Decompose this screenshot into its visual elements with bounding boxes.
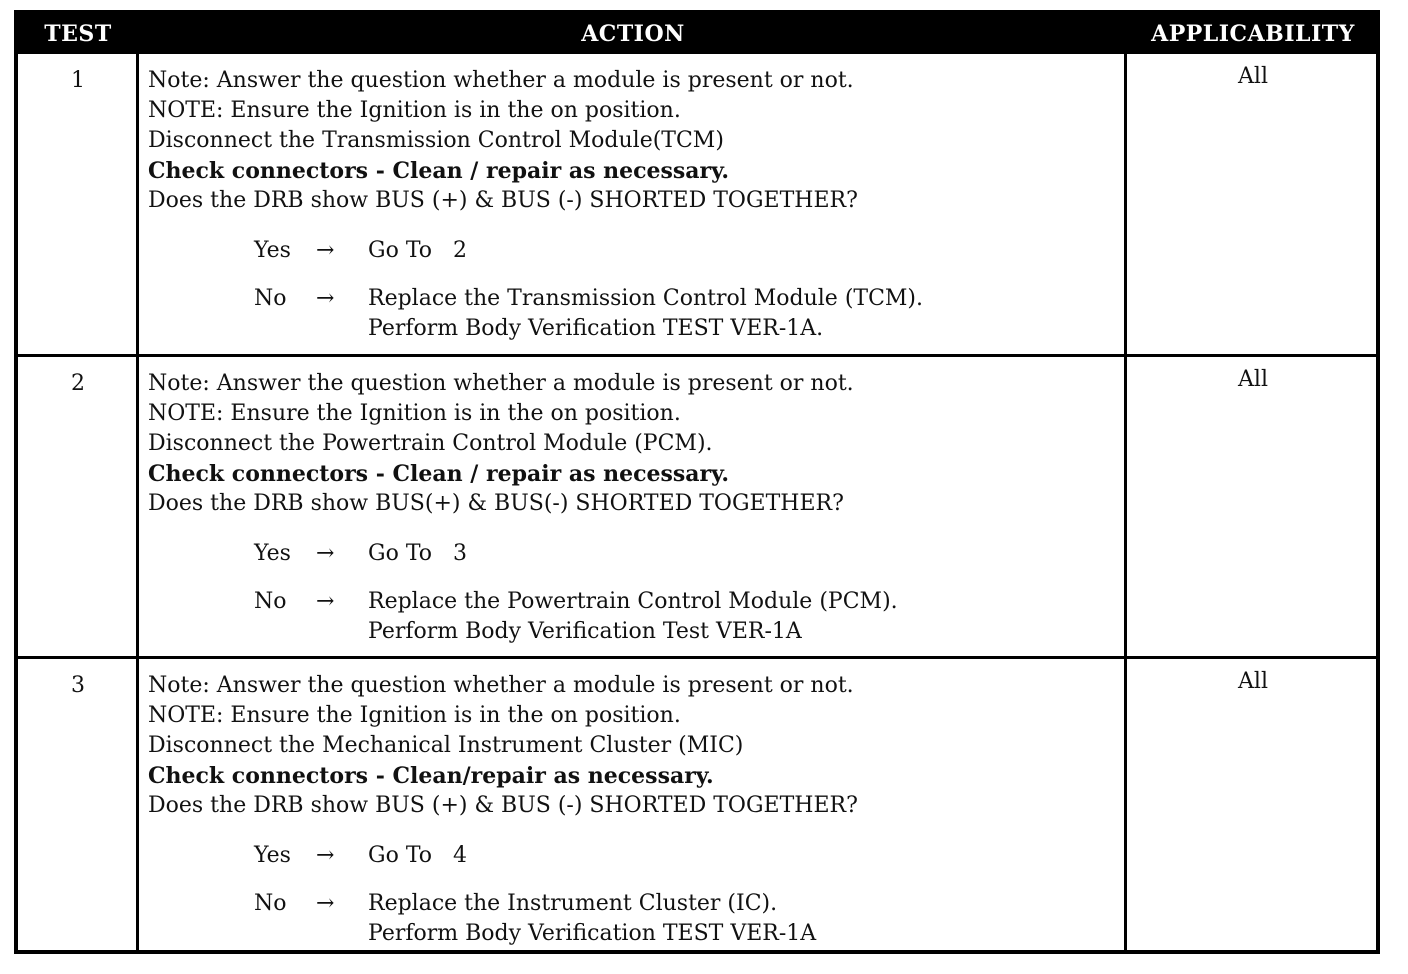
no-result <box>368 284 923 344</box>
no-result <box>368 889 816 949</box>
applicability-cell: All <box>1238 669 1268 694</box>
no-result-line: Replace the Transmission Control Module (TCM). <box>368 286 924 311</box>
right-arrow-icon: → <box>316 541 335 566</box>
table-header <box>18 14 1376 54</box>
action-line: Does the DRB show BUS (+) & BUS (-) SHORTED TOGETHER? <box>148 188 858 213</box>
action-cell <box>148 66 1108 344</box>
no-result-line: Perform Body Verification Test VER-1A <box>368 619 802 644</box>
yes-label: Yes <box>254 843 291 868</box>
yes-result: Go To 4 <box>368 843 467 868</box>
right-arrow-icon: → <box>316 843 335 868</box>
no-branch <box>254 587 1108 647</box>
no-label: No <box>254 589 287 614</box>
test-number: 3 <box>71 673 85 698</box>
action-line: Does the DRB show BUS (+) & BUS (-) SHORTED TOGETHER? <box>148 793 858 818</box>
action-cell <box>148 369 1108 647</box>
right-arrow-icon: → <box>316 891 335 916</box>
no-label: No <box>254 891 287 916</box>
no-result-line: Perform Body Verification TEST VER-1A <box>368 921 817 946</box>
yes-result: Go To 3 <box>368 541 467 566</box>
action-line: Note: Answer the question whether a module is present or not. <box>148 371 854 396</box>
no-result-line: Replace the Instrument Cluster (IC). <box>368 891 778 916</box>
header-action: ACTION <box>581 21 685 47</box>
table-row <box>18 54 1376 354</box>
action-line: Does the DRB show BUS(+) & BUS(-) SHORTED TOGETHER? <box>148 491 844 516</box>
action-line: Disconnect the Transmission Control Module(TCM) <box>148 128 724 153</box>
test-number: 2 <box>71 371 85 396</box>
no-result <box>368 587 898 647</box>
action-line-bold: Check connectors - Clean / repair as necessary. <box>148 461 730 487</box>
applicability-cell: All <box>1238 64 1268 89</box>
action-line-bold: Check connectors - Clean / repair as necessary. <box>148 158 730 184</box>
diagnostic-test-table <box>14 10 1380 954</box>
action-line: NOTE: Ensure the Ignition is in the on position. <box>148 401 681 426</box>
right-arrow-icon: → <box>316 286 335 311</box>
no-label: No <box>254 286 287 311</box>
header-test: TEST <box>44 21 112 47</box>
action-line: Note: Answer the question whether a module is present or not. <box>148 68 854 93</box>
applicability-cell: All <box>1238 367 1268 392</box>
action-cell <box>148 671 1108 949</box>
yes-result: Go To 2 <box>368 238 467 263</box>
yes-branch <box>254 539 1108 569</box>
action-line: Note: Answer the question whether a module is present or not. <box>148 673 854 698</box>
yes-label: Yes <box>254 238 291 263</box>
action-line-bold: Check connectors - Clean/repair as necessary. <box>148 763 714 789</box>
test-number: 1 <box>71 68 85 93</box>
header-applicability: APPLICABILITY <box>1151 21 1355 47</box>
table-row <box>18 354 1376 656</box>
action-line: NOTE: Ensure the Ignition is in the on position. <box>148 703 681 728</box>
no-branch <box>254 889 1108 949</box>
action-line: Disconnect the Powertrain Control Module (PCM). <box>148 431 713 456</box>
right-arrow-icon: → <box>316 238 335 263</box>
no-result-line: Replace the Powertrain Control Module (PCM). <box>368 589 898 614</box>
action-line: Disconnect the Mechanical Instrument Cluster (MIC) <box>148 733 744 758</box>
no-result-line: Perform Body Verification TEST VER-1A. <box>368 316 824 341</box>
no-branch <box>254 284 1108 344</box>
action-line: NOTE: Ensure the Ignition is in the on position. <box>148 98 681 123</box>
yes-branch <box>254 236 1108 266</box>
right-arrow-icon: → <box>316 589 335 614</box>
yes-label: Yes <box>254 541 291 566</box>
table-row <box>18 656 1376 950</box>
yes-branch <box>254 841 1108 871</box>
